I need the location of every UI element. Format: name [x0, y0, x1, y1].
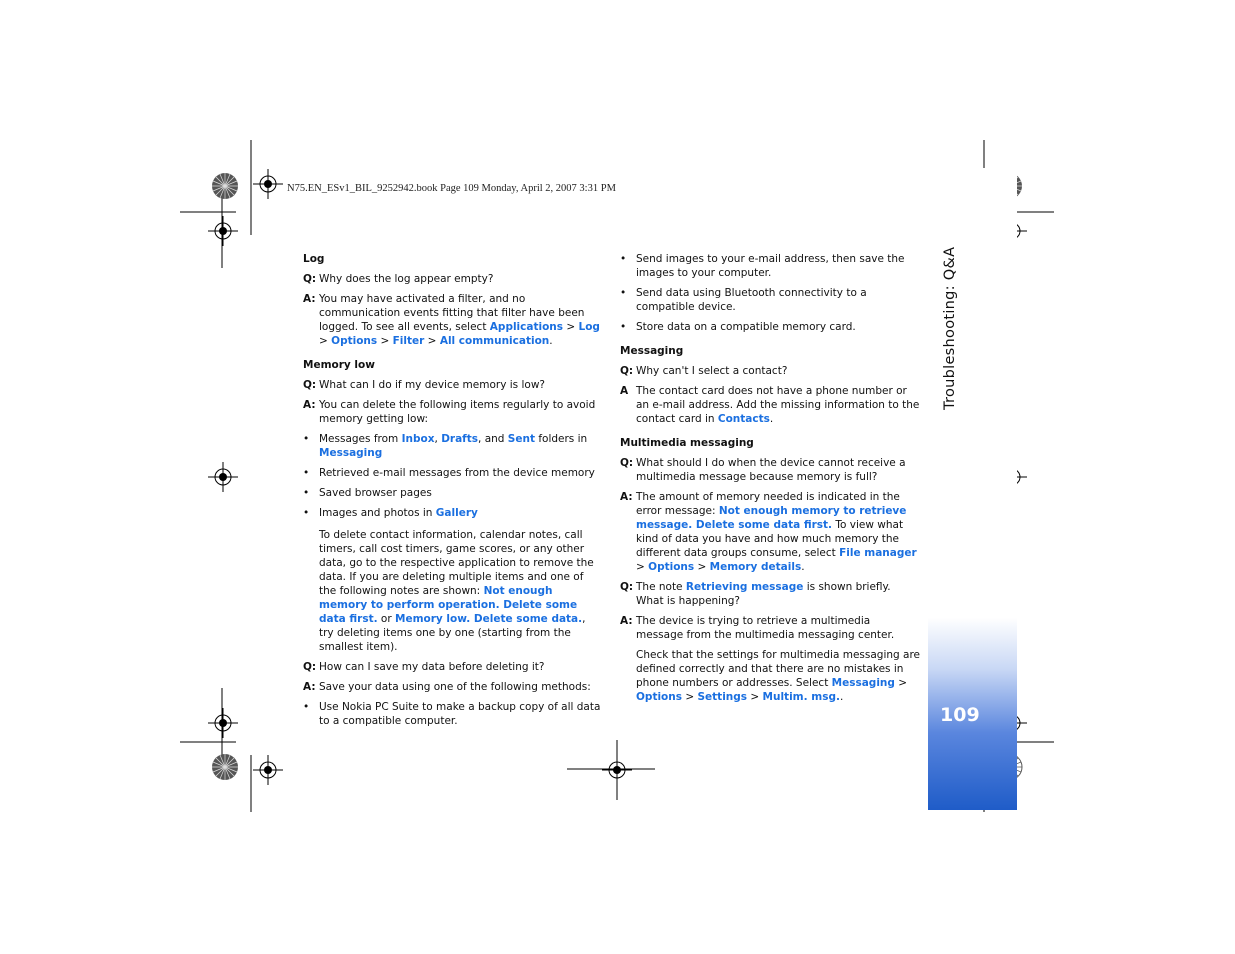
- q-label: Q:: [303, 379, 317, 391]
- text: folders in: [534, 433, 588, 445]
- bullet: •: [303, 701, 310, 713]
- question-text: What should I do when the device cannot receive a multimedia message because memory is full?: [636, 457, 906, 483]
- question: [620, 580, 920, 608]
- starburst-mark-icon: [211, 753, 239, 781]
- a-label: A:: [303, 293, 316, 305]
- menu-path-link: Gallery: [435, 507, 478, 519]
- punctuation: .: [769, 413, 774, 425]
- text: , try deleting items one by one (starting from the smallest item).: [319, 613, 586, 653]
- separator: >: [563, 321, 579, 333]
- separator: >: [319, 335, 332, 347]
- list-item: [620, 286, 920, 314]
- menu-path-link: Drafts: [441, 433, 479, 445]
- menu-path-link: Options: [331, 335, 378, 347]
- list-item: [620, 320, 920, 334]
- separator: >: [424, 335, 440, 347]
- menu-path-link: Log: [578, 321, 600, 333]
- menu-path-link: Applications: [489, 321, 564, 333]
- answer: [620, 490, 920, 574]
- text: Use Nokia PC Suite to make a backup copy of all data to a compatible computer.: [319, 701, 601, 727]
- separator: >: [694, 561, 710, 573]
- text: Messages from: [319, 433, 402, 445]
- question: [620, 456, 920, 484]
- answer-text: The device is trying to retrieve a multimedia message from the multimedia messaging center.: [636, 615, 895, 641]
- question-text: Why can't I select a contact?: [636, 365, 788, 377]
- text: or: [377, 613, 396, 625]
- text: The contact card does not have a phone number or an e-mail address. Add the missing information to the contact card in: [636, 385, 920, 425]
- punctuation: .: [801, 561, 805, 573]
- starburst-mark-icon: [211, 172, 239, 200]
- question-text: What can I do if my device memory is low?: [319, 379, 545, 391]
- q-label: Q:: [303, 273, 317, 285]
- a-label: A:: [303, 399, 316, 411]
- menu-path-link: Sent: [507, 433, 535, 445]
- q-label: Q:: [620, 581, 634, 593]
- answer-text: [319, 292, 603, 348]
- bullet: •: [620, 253, 627, 265]
- q-label: Q:: [620, 457, 634, 469]
- a-label: A:: [303, 681, 316, 693]
- menu-path-link: Inbox: [401, 433, 435, 445]
- answer: [303, 680, 603, 694]
- menu-path-link: Multim. msg.: [762, 691, 840, 703]
- list-item: [303, 700, 603, 728]
- note-text: Not enough memory to retrieve message. Delete some data first.: [636, 505, 907, 531]
- section-heading: Memory low: [303, 359, 375, 371]
- q-label: Q:: [620, 365, 634, 377]
- section-heading: Messaging: [620, 345, 684, 357]
- page-number: 109: [940, 704, 980, 726]
- registration-mark-icon: [208, 216, 238, 246]
- a-label: A:: [620, 491, 633, 503]
- answer: [620, 614, 920, 642]
- text: Retrieved e-mail messages from the device memory: [319, 467, 595, 479]
- paragraph: [319, 528, 603, 654]
- menu-path-link: Contacts: [717, 413, 770, 425]
- crop-line: [616, 740, 618, 800]
- menu-path-link: Messaging: [831, 677, 895, 689]
- text: Images and photos in: [319, 507, 436, 519]
- menu-path-link: All communication: [439, 335, 550, 347]
- registration-mark-icon: [253, 755, 283, 785]
- menu-path-link: File manager: [839, 547, 917, 559]
- registration-mark-icon: [208, 708, 238, 738]
- menu-path-link: Messaging: [319, 447, 383, 459]
- text: , and: [478, 433, 508, 445]
- text: The amount of memory needed is indicated in the error message:: [636, 491, 900, 517]
- text: Saved browser pages: [319, 487, 432, 499]
- answer-text: You can delete the following items regularly to avoid memory getting low:: [319, 399, 596, 425]
- text: Check that the settings for multimedia messaging are defined correctly and that there are no mistakes in phone numbers or addresses. Select: [636, 649, 921, 689]
- separator: >: [682, 691, 695, 703]
- text: Send images to your e-mail address, then save the images to your computer.: [636, 253, 905, 279]
- q-label: Q:: [303, 661, 317, 673]
- list-item: [303, 506, 603, 520]
- answer-text: Save your data using one of the following methods:: [319, 681, 591, 693]
- section-heading: Log: [303, 253, 325, 265]
- crop-line: [567, 768, 655, 770]
- text: The note: [636, 581, 686, 593]
- registration-mark-icon: [253, 169, 283, 199]
- note-text: Memory low. Delete some data.: [395, 613, 583, 625]
- bullet: •: [303, 433, 310, 445]
- question: [620, 364, 920, 378]
- punctuation: .: [839, 691, 844, 703]
- list-item: [303, 466, 603, 480]
- a-label: A: [620, 385, 629, 397]
- paragraph: [636, 648, 920, 704]
- text: is shown briefly.: [803, 581, 891, 593]
- bullet: •: [620, 287, 627, 299]
- question: [303, 272, 603, 286]
- right-column: [620, 252, 920, 710]
- text: Store data on a compatible memory card.: [636, 321, 856, 333]
- bullet: •: [303, 507, 310, 519]
- note-text: Not enough memory to perform operation. Delete some data first.: [319, 585, 578, 625]
- bullet: •: [620, 321, 627, 333]
- registration-mark-icon: [208, 462, 238, 492]
- section-title: Troubleshooting: Q&A: [942, 246, 958, 410]
- print-header: N75.EN_ESv1_BIL_9252942.book Page 109 Monday, April 2, 2007 3:31 PM: [287, 183, 616, 194]
- text: Send data using Bluetooth connectivity to a compatible device.: [636, 287, 867, 313]
- answer: [303, 292, 603, 348]
- menu-path-link: Settings: [697, 691, 748, 703]
- a-label: A:: [620, 615, 633, 627]
- separator: >: [894, 677, 908, 689]
- menu-path-link: Options: [648, 561, 695, 573]
- punctuation: .: [549, 335, 553, 347]
- bullet: •: [303, 467, 310, 479]
- answer: [303, 398, 603, 426]
- question: [303, 378, 603, 392]
- answer: [620, 384, 920, 426]
- note-text: Retrieving message: [685, 581, 804, 593]
- list-item: [303, 486, 603, 500]
- separator: >: [747, 691, 763, 703]
- separator: >: [377, 335, 393, 347]
- text: To delete contact information, calendar notes, call timers, call cost timers, game scores, or any other data, go to the respective application to remove the data. If you are deleting multiple items and one of the following notes are shown:: [319, 529, 594, 597]
- text: To view what kind of data you have and how much memory the different data groups consume, select: [636, 519, 904, 559]
- text: You may have activated a filter, and no communication events fitting that filter have been logged. To see all events, select: [319, 293, 585, 333]
- separator: >: [636, 561, 649, 573]
- list-item: [303, 432, 603, 460]
- menu-path-link: Memory details: [709, 561, 802, 573]
- text: What is happening?: [636, 595, 740, 607]
- punctuation: ,: [434, 433, 442, 445]
- section-heading: Multimedia messaging: [620, 437, 754, 449]
- menu-path-link: Filter: [392, 335, 425, 347]
- menu-path-link: Options: [636, 691, 682, 703]
- question-text: How can I save my data before deleting it?: [319, 661, 545, 673]
- bullet: •: [303, 487, 310, 499]
- list-item: [620, 252, 920, 280]
- question-text: Why does the log appear empty?: [319, 273, 494, 285]
- question: [303, 660, 603, 674]
- left-column: [303, 252, 603, 734]
